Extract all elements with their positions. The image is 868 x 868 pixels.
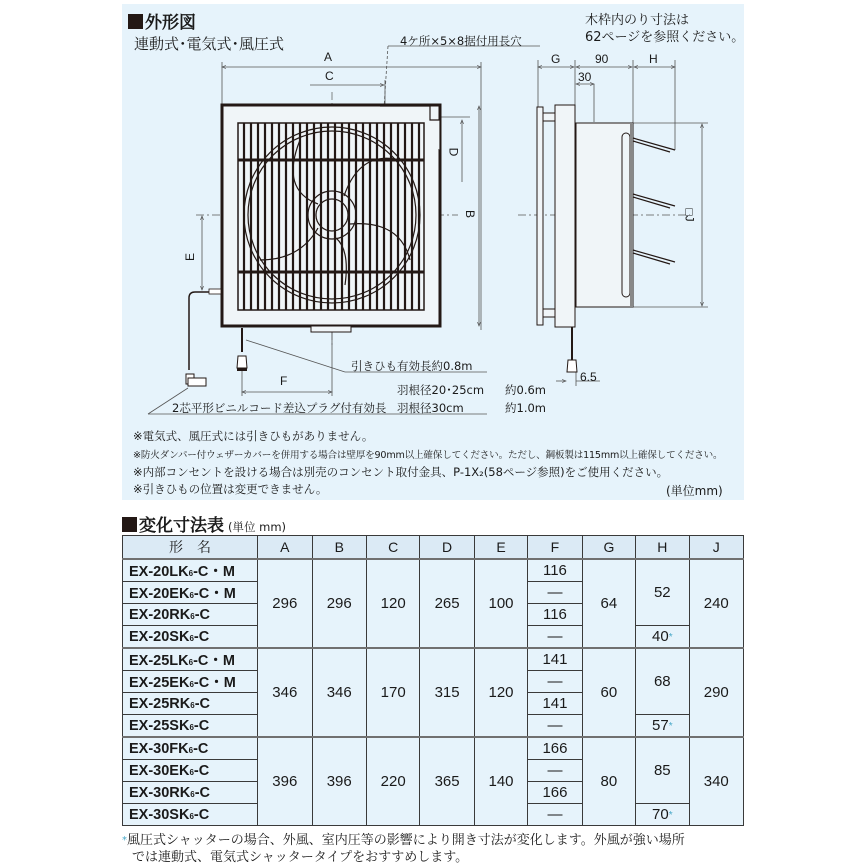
cell-g: 64 xyxy=(582,559,635,648)
dim-6-5-label: 6.5 xyxy=(580,370,597,384)
model-name: EX-30SK6-C xyxy=(123,804,258,826)
asterisk-icon: * xyxy=(122,835,127,846)
blade-size-2: 羽根径30cm xyxy=(397,401,464,415)
blade-size-1: 羽根径20･25cm xyxy=(397,383,485,397)
model-name: EX-30EK6-C xyxy=(123,760,258,782)
cell-j: 240 xyxy=(689,559,743,648)
dim-j-label: □J xyxy=(682,208,697,222)
cell-f: 116 xyxy=(528,559,582,582)
header-c: C xyxy=(366,536,419,560)
table-row xyxy=(123,648,744,671)
header-e: E xyxy=(474,536,527,560)
outline-title: 外形図 xyxy=(128,8,196,33)
cell-b: 296 xyxy=(312,559,366,648)
cell-f: — xyxy=(528,804,582,826)
pull-cord-label: 引きひも有効長約0.8m xyxy=(351,359,473,373)
cell-h: 52 xyxy=(636,559,689,626)
header-f: F xyxy=(528,536,582,560)
cell-f: — xyxy=(528,671,582,693)
dim-f-label: F xyxy=(280,374,288,388)
unit-note: (単位mm) xyxy=(666,484,723,498)
model-name: EX-30FK6-C xyxy=(123,737,258,760)
model-name: EX-20EK6-C・M xyxy=(123,582,258,604)
model-name: EX-20RK6-C xyxy=(123,604,258,626)
cell-h-shutter: 57* xyxy=(636,715,689,738)
table-title: 変化寸法表 (単位 mm) xyxy=(122,511,286,536)
cell-g: 60 xyxy=(582,648,635,737)
model-name: EX-30RK6-C xyxy=(123,782,258,804)
cell-a: 346 xyxy=(258,648,312,737)
cell-f: 166 xyxy=(528,782,582,804)
cell-e: 100 xyxy=(474,559,527,648)
cell-f: — xyxy=(528,760,582,782)
cell-e: 120 xyxy=(474,648,527,737)
dim-90-label: 90 xyxy=(595,52,609,66)
cell-h: 85 xyxy=(636,737,689,804)
dim-d-label: D xyxy=(446,147,461,157)
cord-length-1: 約0.6m xyxy=(505,383,546,397)
cell-c: 170 xyxy=(366,648,419,737)
cell-h-shutter: 70* xyxy=(636,804,689,826)
cell-d: 365 xyxy=(420,737,474,826)
dim-h-label: H xyxy=(649,52,658,66)
note-2: ※防火ダンパー付ウェザーカバーを併用する場合は壁厚を90mm以上確保してください。ただし、鋼板製は115mm以上確保してください。 xyxy=(133,450,723,461)
cell-c: 120 xyxy=(366,559,419,648)
cell-j: 290 xyxy=(689,648,743,737)
cell-b: 396 xyxy=(312,737,366,826)
cell-f: — xyxy=(528,715,582,738)
square-bullet-icon xyxy=(122,517,137,532)
cell-a: 296 xyxy=(258,559,312,648)
cell-e: 140 xyxy=(474,737,527,826)
header-d: D xyxy=(420,536,474,560)
cell-a: 396 xyxy=(258,737,312,826)
header-g: G xyxy=(582,536,635,560)
dim-b-label: B xyxy=(463,209,478,219)
header-h: H xyxy=(636,536,689,560)
cell-f: — xyxy=(528,582,582,604)
dimension-table xyxy=(122,535,744,826)
dim-e-label: E xyxy=(183,252,198,262)
cell-f: 116 xyxy=(528,604,582,626)
model-name: EX-25SK6-C xyxy=(123,715,258,738)
cell-d: 315 xyxy=(420,648,474,737)
cell-c: 220 xyxy=(366,737,419,826)
outline-subtitle: 連動式･電気式･風圧式 xyxy=(134,35,285,53)
header-a: A xyxy=(258,536,312,560)
model-name: EX-20LK6-C・M xyxy=(123,559,258,582)
note-1: ※電気式、風圧式には引きひもがありません。 xyxy=(133,429,374,443)
reference-note: 木枠内のり寸法は 62ページを参照ください。 xyxy=(585,13,745,45)
dim-a-label: A xyxy=(324,50,333,64)
table-header-row xyxy=(123,536,744,560)
table-row xyxy=(123,559,744,582)
header-j: J xyxy=(689,536,743,560)
cell-h-shutter: 40* xyxy=(636,626,689,649)
dim-30-label: 30 xyxy=(578,70,592,84)
asterisk-icon: * xyxy=(668,721,673,732)
cord-label: 2芯平形ビニルコード差込プラグ付有効長 xyxy=(172,401,387,415)
cell-f: 166 xyxy=(528,737,582,760)
cell-f: — xyxy=(528,626,582,649)
model-name: EX-25LK6-C・M xyxy=(123,648,258,671)
note-4: ※引きひもの位置は変更できません。 xyxy=(133,482,328,496)
model-name: EX-20SK6-C xyxy=(123,626,258,649)
dim-c-label: C xyxy=(325,69,334,83)
cell-b: 346 xyxy=(312,648,366,737)
mount-hole-label: 4ケ所×5×8据付用長穴 xyxy=(400,34,522,48)
asterisk-icon: * xyxy=(668,810,673,821)
note-3: ※内部コンセントを設ける場合は別売のコンセント取付金具、P-1X₂(58ページ参照)をご使用ください。 xyxy=(133,465,669,479)
model-name: EX-25RK6-C xyxy=(123,693,258,715)
dim-g-label: G xyxy=(551,52,561,66)
cell-f: 141 xyxy=(528,693,582,715)
model-name: EX-25EK6-C・M xyxy=(123,671,258,693)
cell-j: 340 xyxy=(689,737,743,826)
cell-d: 265 xyxy=(420,559,474,648)
cord-length-2: 約1.0m xyxy=(505,401,546,415)
table-row xyxy=(123,737,744,760)
table-footnote: *風圧式シャッターの場合、外風、室内圧等の影響により開き寸法が変化します。外風が強い場所 では連動式、電気式シャッタータイプをおすすめします。 xyxy=(122,833,685,865)
cell-h: 68 xyxy=(636,648,689,715)
cell-g: 80 xyxy=(582,737,635,826)
cell-f: 141 xyxy=(528,648,582,671)
asterisk-icon: * xyxy=(668,632,673,643)
header-b: B xyxy=(312,536,366,560)
header-model: 形 名 xyxy=(123,536,258,560)
